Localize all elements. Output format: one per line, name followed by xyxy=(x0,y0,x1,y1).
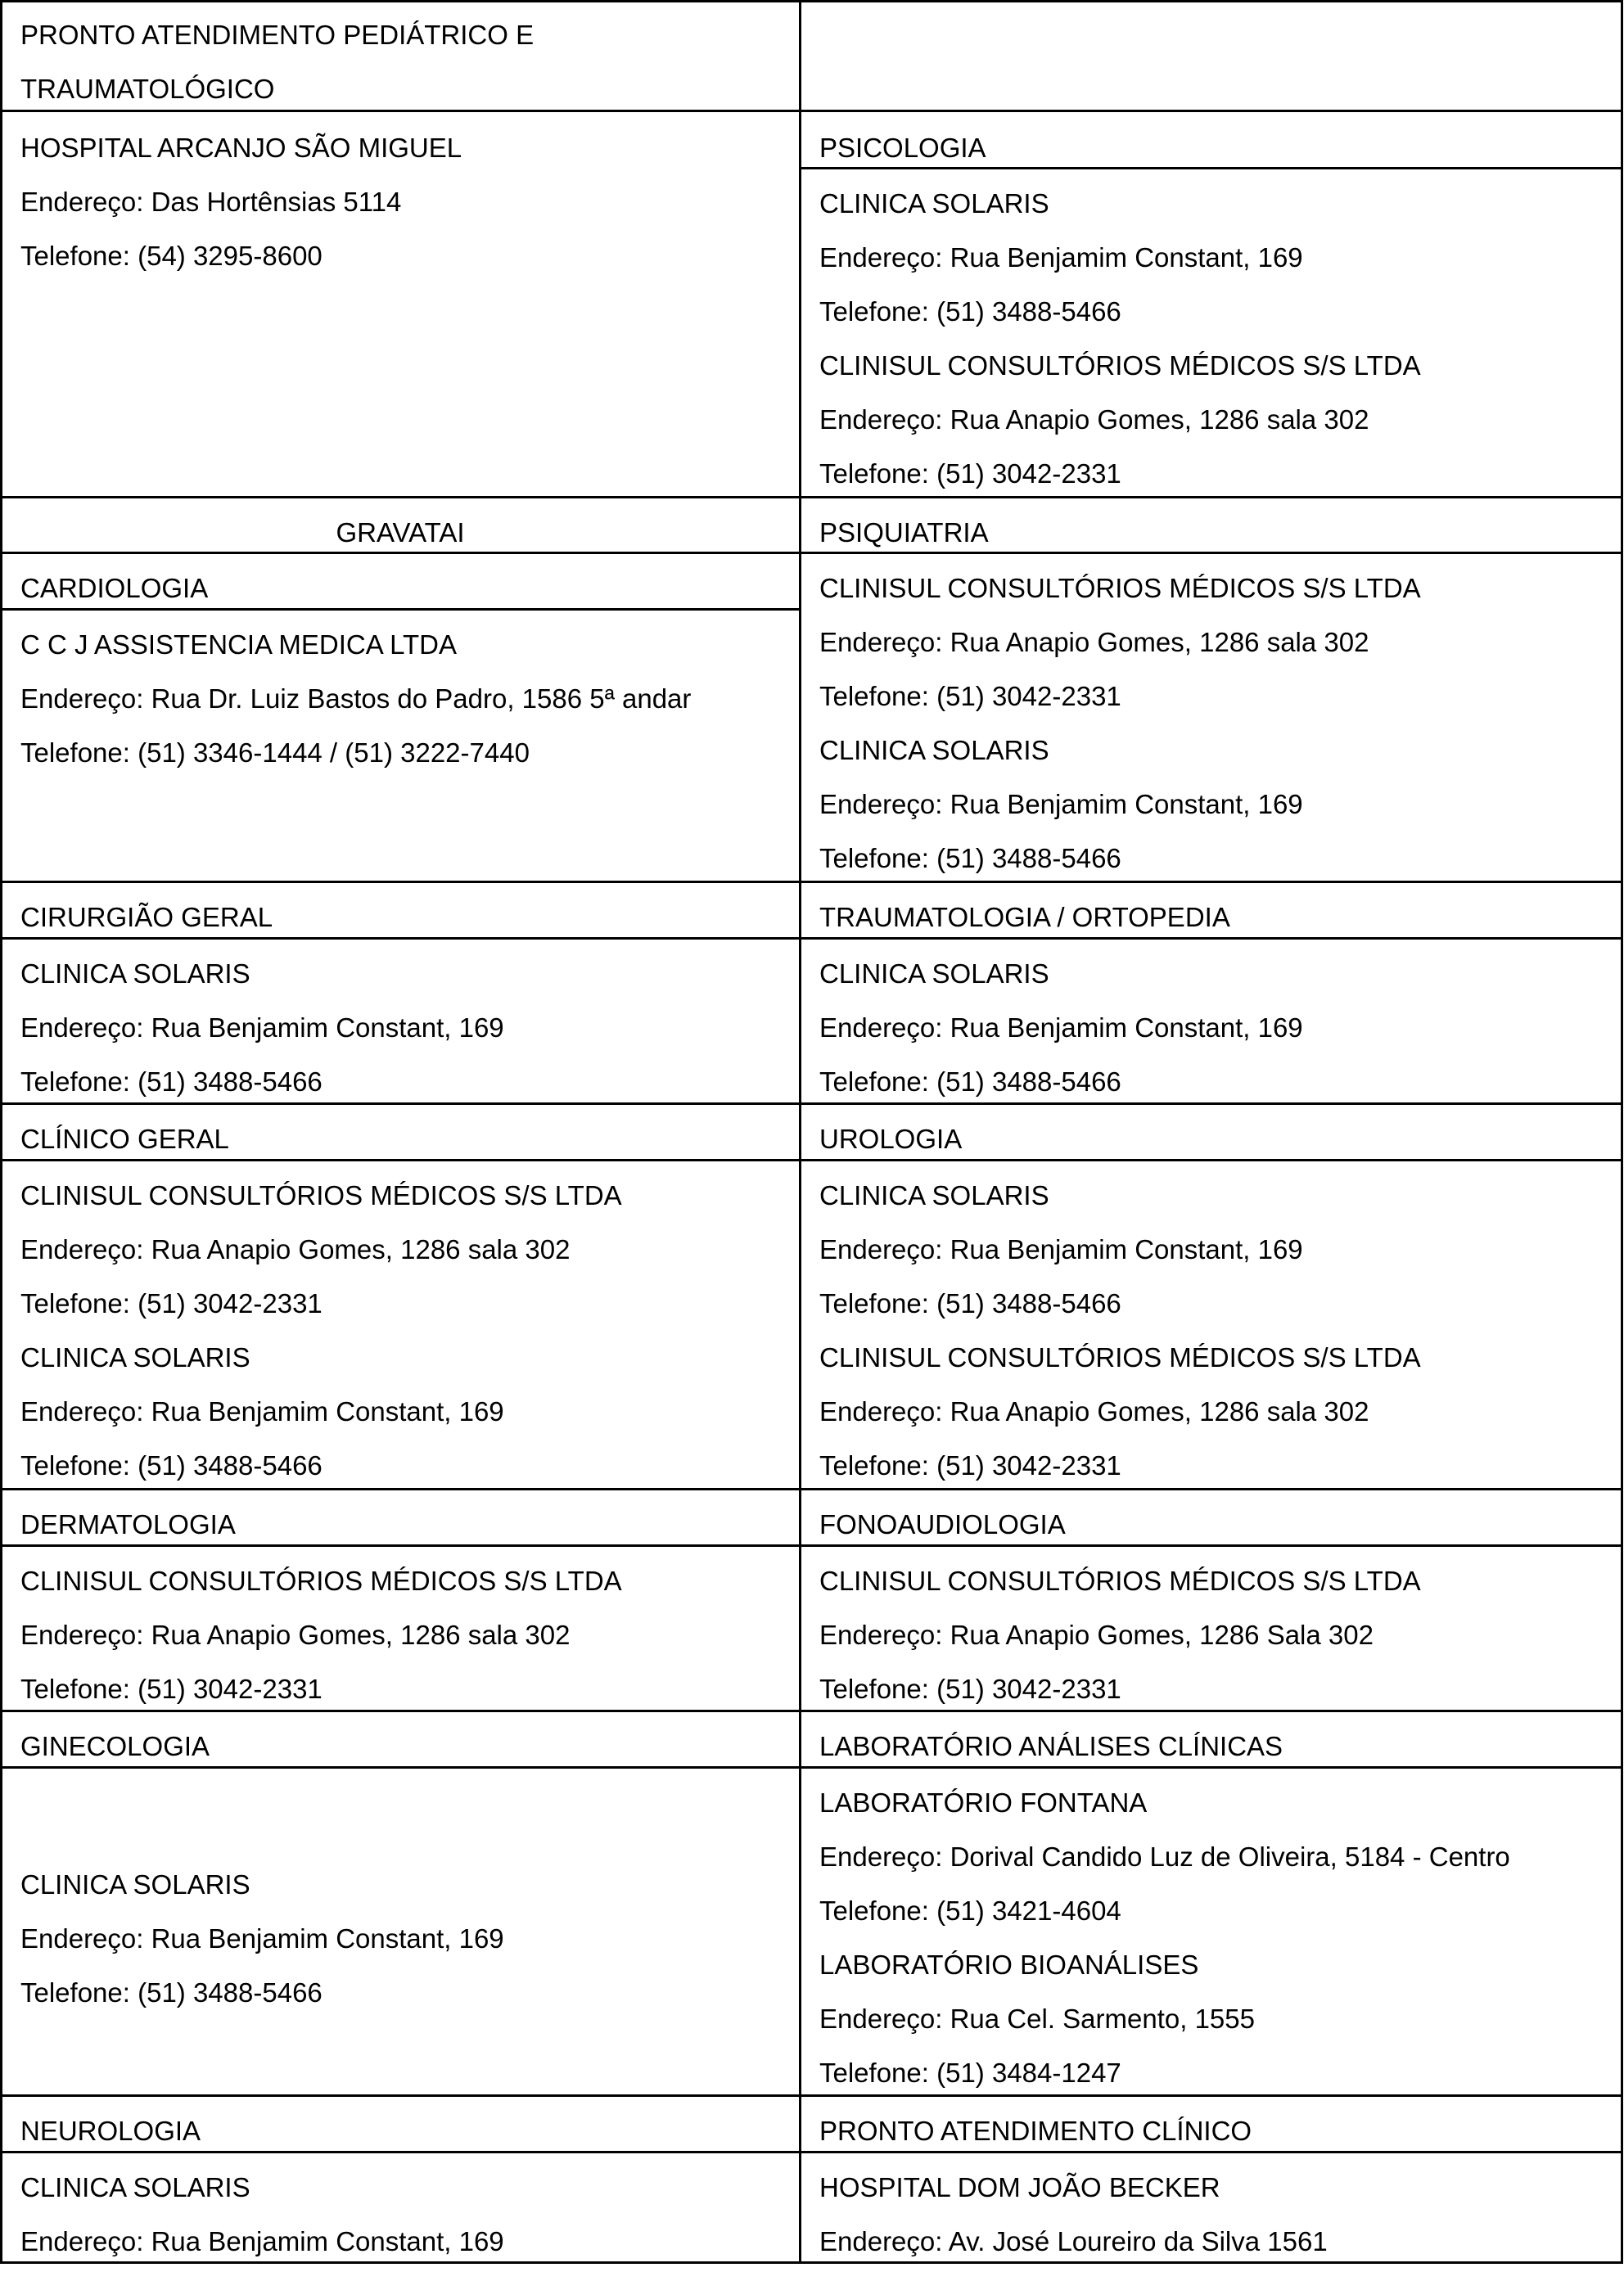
section-title-psicologia: PSICOLOGIA xyxy=(819,133,986,163)
section-title-clinico-geral: CLÍNICO GERAL xyxy=(20,1124,229,1154)
provider-phone: Telefone: (51) 3488-5466 xyxy=(20,1066,323,1097)
provider-name: LABORATÓRIO FONTANA xyxy=(819,1787,1148,1818)
section-title-ginecologia: GINECOLOGIA xyxy=(20,1731,210,1761)
provider-name: CLINISUL CONSULTÓRIOS MÉDICOS S/S LTDA xyxy=(819,1342,1421,1373)
provider-address: Endereço: Rua Benjamim Constant, 169 xyxy=(20,2226,504,2256)
section-title-pronto-atendimento-pediatrico-cont: TRAUMATOLÓGICO xyxy=(20,74,275,104)
row-divider xyxy=(0,881,1623,883)
provider-address: Endereço: Das Hortênsias 5114 xyxy=(20,187,402,217)
provider-name: CLINICA SOLARIS xyxy=(819,735,1049,765)
section-title-pronto-atendimento-clinico: PRONTO ATENDIMENTO CLÍNICO xyxy=(819,2116,1252,2146)
row-divider xyxy=(0,496,1623,498)
provider-address: Endereço: Rua Benjamim Constant, 169 xyxy=(20,1012,504,1043)
provider-name: CLINISUL CONSULTÓRIOS MÉDICOS S/S LTDA xyxy=(20,1566,622,1596)
provider-phone: Telefone: (51) 3488-5466 xyxy=(819,1288,1121,1319)
section-title-pronto-atendimento-pediatrico: PRONTO ATENDIMENTO PEDIÁTRICO E xyxy=(20,20,535,50)
provider-address: Endereço: Rua Benjamim Constant, 169 xyxy=(819,1012,1303,1043)
provider-address: Endereço: Rua Anapio Gomes, 1286 Sala 302 xyxy=(819,1620,1374,1650)
provider-phone: Telefone: (51) 3421-4604 xyxy=(819,1896,1121,1926)
section-title-dermatologia: DERMATOLOGIA xyxy=(20,1509,236,1539)
provider-name: CLINICA SOLARIS xyxy=(20,1869,250,1900)
provider-name: CLINISUL CONSULTÓRIOS MÉDICOS S/S LTDA xyxy=(819,573,1421,603)
provider-address: Endereço: Rua Benjamim Constant, 169 xyxy=(819,242,1303,273)
provider-phone: Telefone: (51) 3042-2331 xyxy=(819,1674,1121,1704)
provider-phone: Telefone: (51) 3346-1444 / (51) 3222-7440 xyxy=(20,737,530,768)
provider-phone: Telefone: (51) 3484-1247 xyxy=(819,2058,1121,2088)
provider-address: Endereço: Rua Cel. Sarmento, 1555 xyxy=(819,2004,1255,2034)
provider-phone: Telefone: (51) 3488-5466 xyxy=(819,1066,1121,1097)
provider-name: CLINICA SOLARIS xyxy=(819,958,1049,989)
provider-phone: Telefone: (51) 3042-2331 xyxy=(819,681,1121,711)
table-border-right xyxy=(1621,0,1623,2264)
provider-address: Endereço: Rua Anapio Gomes, 1286 sala 302 xyxy=(20,1234,571,1264)
section-title-cirurgiao-geral: CIRURGIÃO GERAL xyxy=(20,902,273,932)
provider-name: CLINICA SOLARIS xyxy=(20,2172,250,2202)
section-title-urologia: UROLOGIA xyxy=(819,1124,963,1154)
provider-address: Endereço: Rua Benjamim Constant, 169 xyxy=(819,789,1303,819)
provider-address: Endereço: Av. José Loureiro da Silva 1561 xyxy=(819,2226,1328,2256)
provider-name: HOSPITAL ARCANJO SÃO MIGUEL xyxy=(20,133,462,163)
provider-name: HOSPITAL DOM JOÃO BECKER xyxy=(819,2172,1220,2202)
section-title-cardiologia: CARDIOLOGIA xyxy=(20,573,209,603)
provider-phone: Telefone: (51) 3488-5466 xyxy=(20,1450,323,1481)
provider-name: CLINICA SOLARIS xyxy=(20,1342,250,1373)
section-title-laboratorio: LABORATÓRIO ANÁLISES CLÍNICAS xyxy=(819,1731,1283,1761)
provider-address: Endereço: Rua Anapio Gomes, 1286 sala 302 xyxy=(819,404,1369,435)
provider-name: CLINICA SOLARIS xyxy=(20,958,250,989)
provider-address: Endereço: Rua Dr. Luiz Bastos do Padro, 1586 5ª andar xyxy=(20,683,692,714)
provider-phone: Telefone: (51) 3488-5466 xyxy=(819,296,1121,327)
provider-name: CLINISUL CONSULTÓRIOS MÉDICOS S/S LTDA xyxy=(819,1566,1421,1596)
row-divider xyxy=(0,1544,1623,1547)
row-divider xyxy=(0,1766,1623,1769)
provider-phone: Telefone: (51) 3488-5466 xyxy=(20,1977,323,2008)
provider-name: CLINICA SOLARIS xyxy=(819,1180,1049,1210)
provider-phone: Telefone: (51) 3042-2331 xyxy=(819,458,1121,489)
provider-phone: Telefone: (51) 3042-2331 xyxy=(20,1674,323,1704)
provider-phone: Telefone: (51) 3042-2331 xyxy=(20,1288,323,1319)
provider-phone: Telefone: (51) 3042-2331 xyxy=(819,1450,1121,1481)
table-border-left xyxy=(0,0,2,2264)
table-border-top xyxy=(0,0,1623,2)
section-title-psiquiatria: PSIQUIATRIA xyxy=(819,517,989,548)
column-divider xyxy=(799,0,801,2264)
provider-phone: Telefone: (51) 3488-5466 xyxy=(819,843,1121,873)
provider-name: CLINICA SOLARIS xyxy=(819,188,1049,219)
provider-address: Endereço: Rua Anapio Gomes, 1286 sala 302 xyxy=(819,1396,1369,1427)
provider-name: C C J ASSISTENCIA MEDICA LTDA xyxy=(20,629,458,660)
section-title-traumatologia-ortopedia: TRAUMATOLOGIA / ORTOPEDIA xyxy=(819,902,1230,932)
section-title-fonoaudiologia: FONOAUDIOLOGIA xyxy=(819,1509,1066,1539)
provider-name: CLINISUL CONSULTÓRIOS MÉDICOS S/S LTDA xyxy=(819,350,1421,381)
section-title-neurologia: NEUROLOGIA xyxy=(20,2116,201,2146)
provider-address: Endereço: Rua Benjamim Constant, 169 xyxy=(819,1234,1303,1264)
row-divider xyxy=(0,2094,1623,2097)
provider-address: Endereço: Rua Anapio Gomes, 1286 sala 302 xyxy=(20,1620,571,1650)
provider-address: Endereço: Rua Anapio Gomes, 1286 sala 302 xyxy=(819,627,1369,657)
city-heading: GRAVATAI xyxy=(336,517,465,548)
provider-name: LABORATÓRIO BIOANÁLISES xyxy=(819,1950,1199,1980)
row-divider xyxy=(0,2151,1623,2153)
provider-address: Endereço: Rua Benjamim Constant, 169 xyxy=(20,1923,504,1954)
row-divider xyxy=(0,1159,1623,1161)
provider-address: Endereço: Rua Benjamim Constant, 169 xyxy=(20,1396,504,1427)
provider-address: Endereço: Dorival Candido Luz de Oliveira, 5184 - Centro xyxy=(819,1841,1510,1872)
provider-phone: Telefone: (54) 3295-8600 xyxy=(20,241,323,271)
provider-name: CLINISUL CONSULTÓRIOS MÉDICOS S/S LTDA xyxy=(20,1180,622,1210)
